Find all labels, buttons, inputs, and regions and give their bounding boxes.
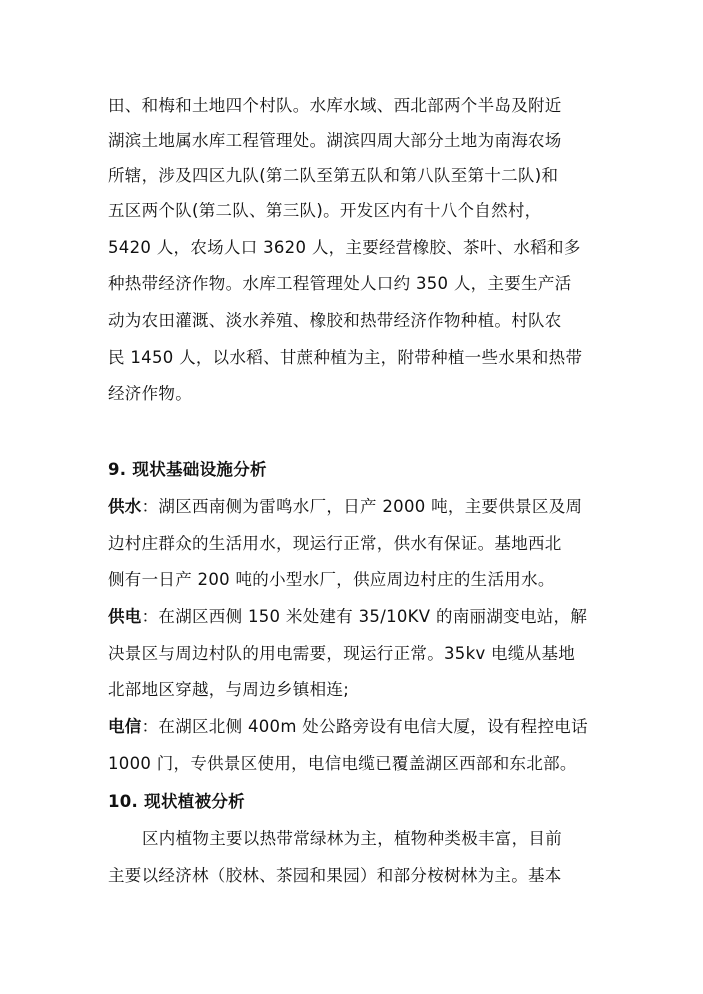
- paragraph-line: 北部地区穿越，与周边乡镇相连;: [108, 680, 350, 699]
- paragraph-line: 湖滨土地属水库工程管理处。湖滨四周大部分土地为南海农场: [108, 131, 562, 150]
- paragraph-line: 决景区与周边村队的用电需要，现运行正常。35kv 电缆从基地: [108, 644, 576, 663]
- paragraph-line: 动为农田灌溉、淡水养殖、橡胶和热带经济作物种植。村队农: [108, 311, 562, 330]
- section-9-heading: 9. 现状基础设施分析: [108, 460, 267, 479]
- power-supply-text: ：在湖区西侧 150 米处建有 35/10KV 的南丽湖变电站，解: [141, 607, 588, 626]
- telecom-label: 电信: [108, 717, 142, 736]
- water-supply-text: ：湖区西南侧为雷鸣水厂，日产 2000 吨，主要供景区及周: [141, 497, 583, 516]
- paragraph-line: 侧有一日产 200 吨的小型水厂，供应周边村庄的生活用水。: [108, 570, 555, 589]
- telecom-text: ：在湖区北侧 400m 处公路旁设有电信大厦，设有程控电话: [141, 717, 588, 736]
- paragraph-line: 种热带经济作物。水库工程管理处人口约 350 人，主要生产活: [108, 274, 572, 293]
- paragraph-line: 民 1450 人，以水稻、甘蔗种植为主，附带种植一些水果和热带: [108, 348, 583, 367]
- paragraph-line: 1000 门，专供景区使用，电信电缆已覆盖湖区西部和东北部。: [108, 754, 577, 773]
- paragraph-line: 主要以经济林（胶林、茶园和果园）和部分桉树林为主。基本: [108, 866, 562, 885]
- power-supply-label: 供电: [108, 607, 142, 626]
- paragraph-line: 田、和梅和土地四个村队。水库水域、西北部两个半岛及附近: [108, 96, 562, 115]
- paragraph-line: 区内植物主要以热带常绿林为主，植物种类极丰富，目前: [142, 829, 562, 848]
- section-10-heading: 10. 现状植被分析: [108, 792, 245, 811]
- paragraph-line: 所辖，涉及四区九队(第二队至第五队和第八队至第十二队)和: [108, 166, 559, 185]
- telecom-line: [108, 717, 588, 737]
- water-supply-line: [108, 497, 582, 517]
- water-supply-label: 供水: [108, 497, 142, 516]
- paragraph-line: 5420 人，农场人口 3620 人，主要经营橡胶、茶叶、水稻和多: [108, 238, 581, 257]
- paragraph-line: 经济作物。: [108, 384, 192, 403]
- paragraph-line: 五区两个队(第二队、第三队)。开发区内有十八个自然村，: [108, 201, 542, 220]
- power-supply-line: [108, 607, 587, 627]
- paragraph-line: 边村庄群众的生活用水，现运行正常，供水有保证。基地西北: [108, 534, 562, 553]
